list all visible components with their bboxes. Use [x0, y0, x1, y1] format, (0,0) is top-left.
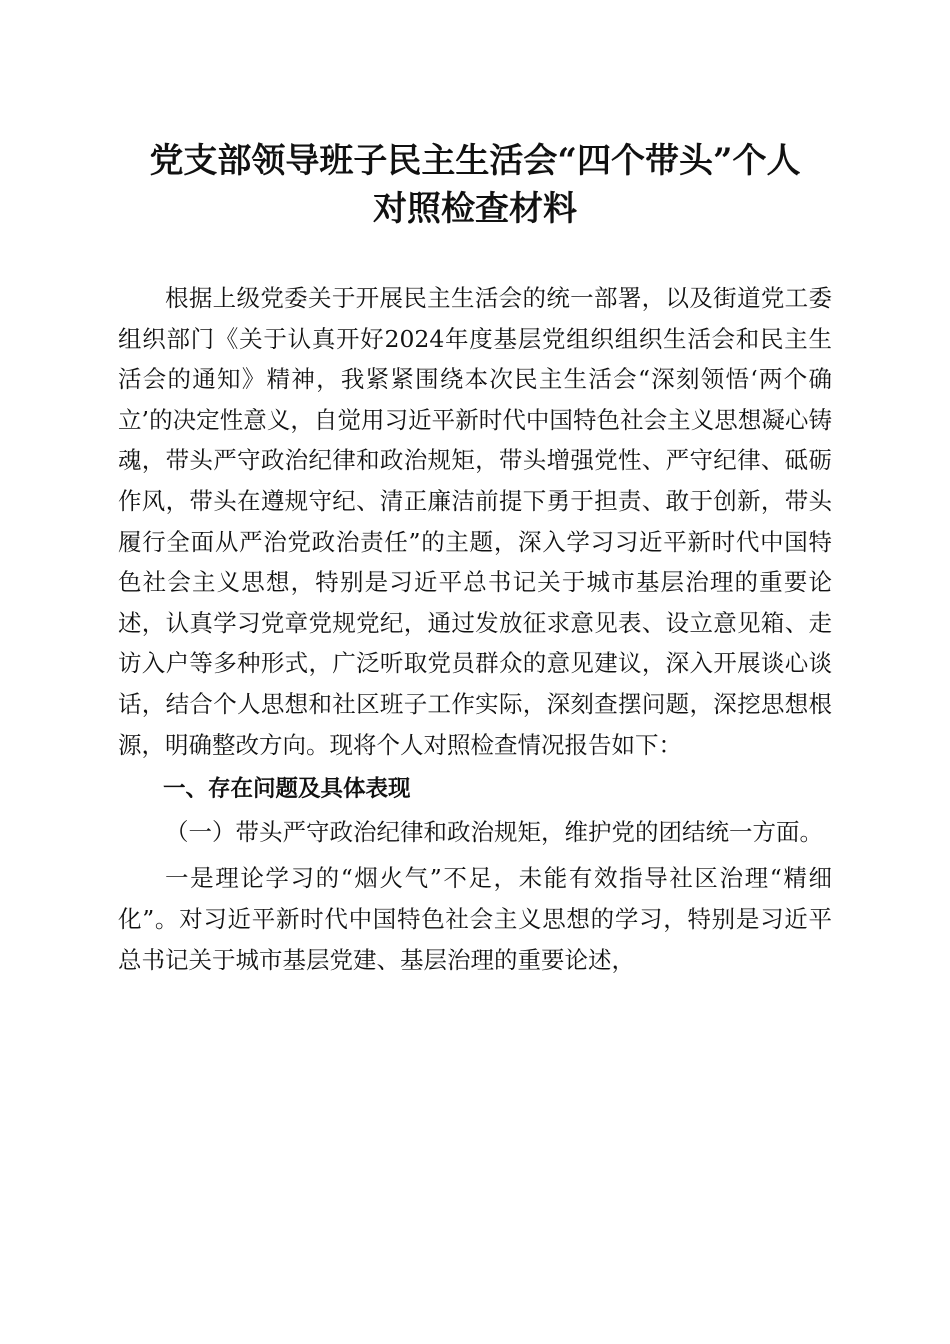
point-paragraph: 一是理论学习的“烟火气”不足，未能有效指导社区治理“精细化”。对习近平新时代中国特色社会主义思想的学习，特别是习近平总书记关于城市基层党建、基层治理的重要论述，: [118, 864, 832, 974]
document-title-line-1: 党支部领导班子民主生活会“四个带头”个人: [149, 141, 801, 181]
document-title-line-2: 对照检查材料: [373, 189, 577, 229]
section-heading: 一、存在问题及具体表现: [163, 776, 411, 803]
subsection-heading: （一）带头严守政治纪律和政治规矩，维护党的团结统一方面。: [165, 817, 823, 846]
document-body: [118, 278, 832, 980]
intro-paragraph: 根据上级党委关于开展民主生活会的统一部署，以及街道党工委组织部门《关于认真开好2024年度基层党组织组织生活会和民主生活会的通知》精神，我紧紧围绕本次民主生活会“深刻领悟‘两个确立’的决定性意义，自觉用习近平新时代中国特色社会主义思想凝心铸魂，带头严守政治纪律和政治规矩，带头增强党性、严守纪律、砥砺作风，带头在遵规守纪、清正廉洁前提下勇于担责、敢于创新，带头履行全面从严治党政治责任”的主题，深入学习习近平新时代中国特色社会主义思想，特别是习近平总书记关于城市基层治理的重要论述，认真学习党章党规党纪，通过发放征求意见表、设立意见箱、走访入户等多种形式，广泛听取党员群众的意见建议，深入开展谈心谈话，结合个人思想和社区班子工作实际，深刻查摆问题，深挖思想根源，明确整改方向。现将个人对照检查情况报告如下：: [118, 284, 832, 759]
